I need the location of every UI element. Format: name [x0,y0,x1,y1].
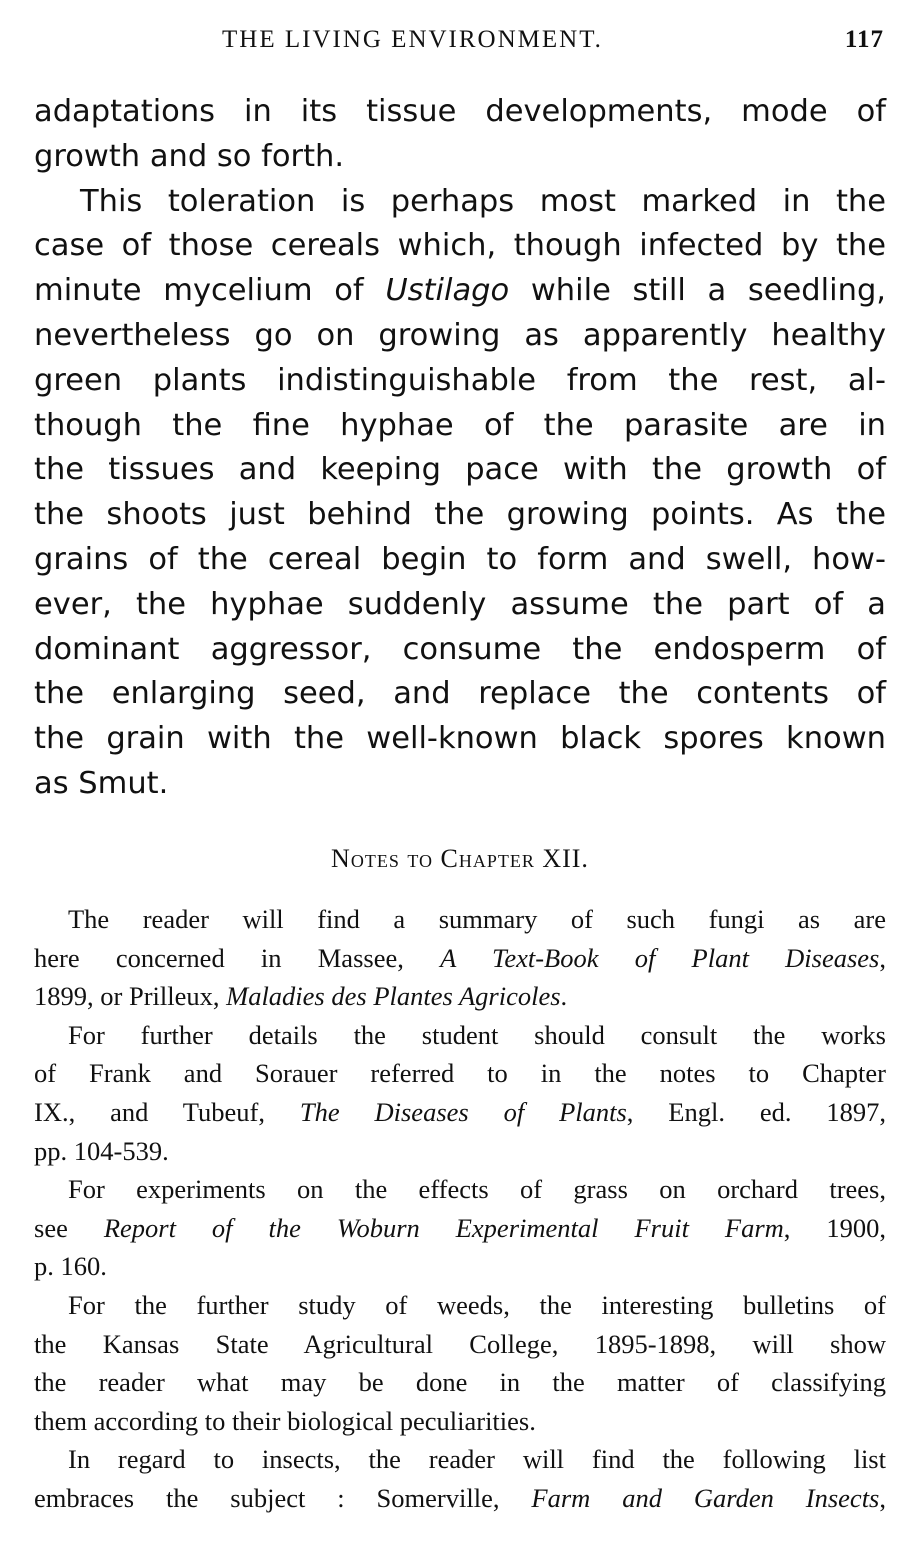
note-line: The reader will find a summary of such fungi as are [68,904,886,934]
note-line [34,1479,886,1518]
note-line: them according to their biological peculiarities. [34,1405,536,1436]
note-line [34,939,886,978]
note-line: For the further study of weeds, the interesting bulletins of [68,1289,886,1320]
text-run: here concerned in Massee, [34,942,441,973]
note-line: the Kansas State Agricultural College, 1895-1898, will show [34,1328,886,1359]
note-line [34,1093,886,1132]
text-line: grains of the cereal begin to form and swell, how- [34,541,886,577]
italic-title: The Diseases of Plants [299,1096,627,1127]
note-line: For further details the student should consult the works [68,1019,886,1050]
italic-term: Ustilago [385,273,510,309]
text-line: growth and so forth. [34,138,345,174]
note-line: pp. 104-539. [34,1135,169,1166]
text-run: , Engl. ed. 1897, [626,1096,886,1127]
chapter-notes [34,900,886,1518]
note-line: In regard to insects, the reader will find the following list [68,1444,886,1475]
text-run: IX., and Tubeuf, [34,1096,300,1127]
text-line: dominant aggressor, consume the endosperm of [34,631,886,667]
text-line: This toleration is perhaps most marked in the [80,183,886,219]
text-line: the enlarging seed, and replace the contents of [34,676,886,712]
note-line: the reader what may be done in the matter of classifying [34,1367,886,1398]
text-line: case of those cereals which, though infected by the [34,228,886,264]
text-run: , 1900, [783,1212,886,1243]
text-line: though the fine hyphae of the parasite are in [34,407,886,443]
text-run: 1899, or Prilleux, [34,981,227,1012]
book-page [34,0,886,1543]
italic-title: Report of the Woburn Experimental Fruit Farm [103,1212,784,1243]
text-run: . [560,981,568,1012]
italic-title: Maladies des Plantes Agricoles [226,981,561,1012]
text-line: as Smut. [34,765,169,801]
italic-title: A Text-Book of Plant Diseases [440,942,880,973]
text-line: nevertheless go on growing as apparently healthy [34,317,886,353]
body-text [34,90,886,807]
note-line: of Frank and Sorauer referred to in the notes to Chapter [34,1058,886,1089]
text-line: adaptations in its tissue developments, mode of [34,94,886,129]
running-head [34,26,886,62]
text-line: ever, the hyphae suddenly assume the part of a [34,586,886,622]
text-line: the shoots just behind the growing points. As the [34,497,886,533]
page-number: 117 [844,26,884,53]
text-line [34,269,886,314]
text-run: , [879,942,886,973]
note-line: p. 160. [34,1251,107,1282]
note-line [34,977,886,1016]
text-run: , [879,1482,886,1513]
text-run: embraces the subject : Somerville, [34,1482,532,1513]
note-line: For experiments on the effects of grass on orchard trees, [68,1174,886,1205]
text-line: the grain with the well-known black spores known [34,721,886,757]
running-title: THE LIVING ENVIRONMENT. [222,26,603,53]
italic-title: Farm and Garden Insects [531,1482,880,1513]
text-run: minute mycelium of [34,273,386,309]
text-line: green plants indistinguishable from the rest, al- [34,362,886,398]
text-run: while still a seedling, [509,273,886,309]
text-line: the tissues and keeping pace with the growth of [34,452,886,488]
text-run: see [34,1212,104,1243]
notes-heading: Notes to Chapter XII. [331,844,589,873]
note-line [34,1209,886,1248]
